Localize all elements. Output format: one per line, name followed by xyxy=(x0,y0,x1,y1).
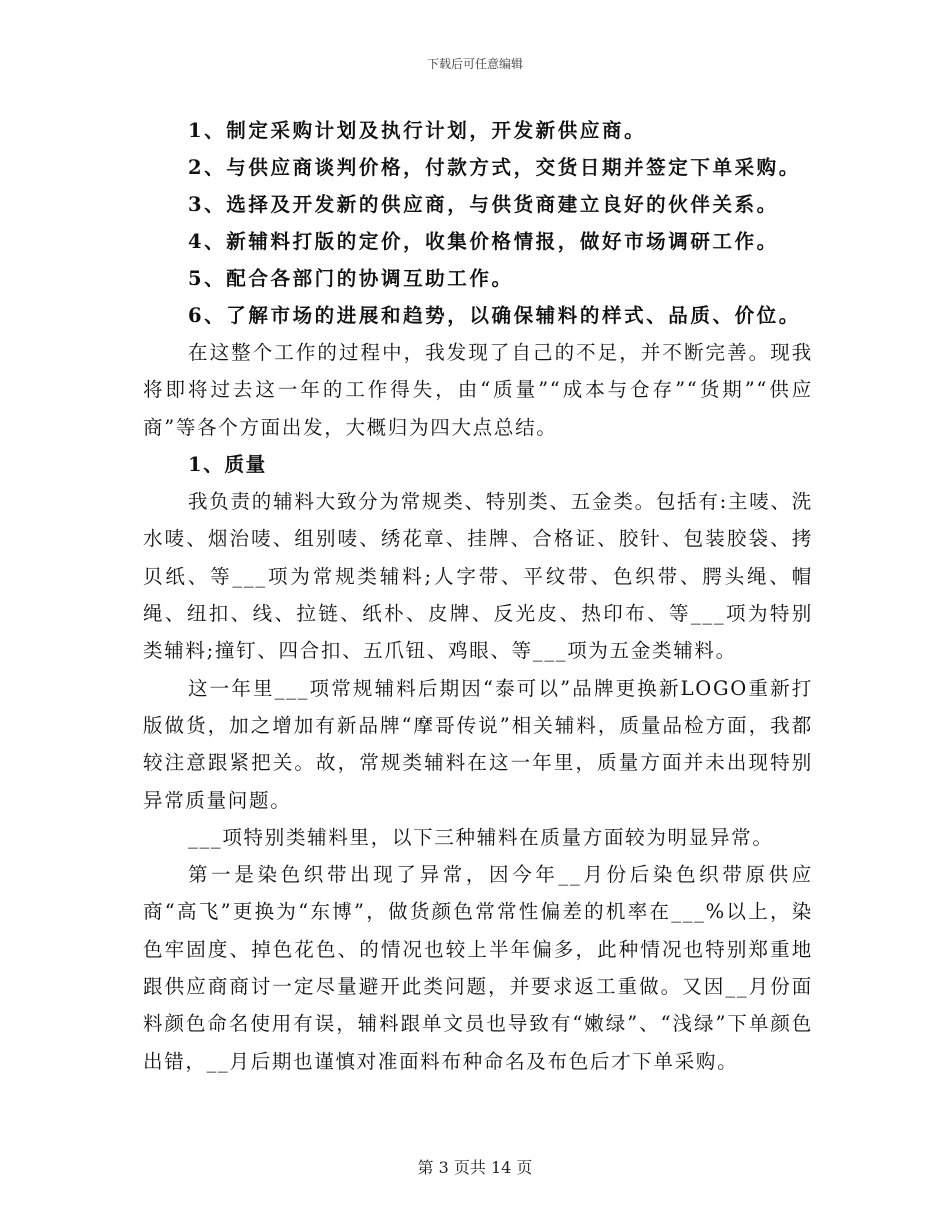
list-item: 1、制定采购计划及执行计划，开发新供应商。 xyxy=(188,119,647,142)
page-header: 下载后可任意编辑 xyxy=(426,57,523,71)
paragraph: ___项特别类辅料里，以下三种辅料在质量方面较为明显异常。 xyxy=(188,825,774,849)
section-heading: 1、质量 xyxy=(188,452,267,476)
list-item: 6、了解市场的进展和趋势，以确保辅料的样式、品质、价位。 xyxy=(188,304,801,327)
paragraph: 第一是染色织带出现了异常，因今年__月份后染色织带原供应商“高飞”更换为“东博”，做货颜色常常性偏差的机率在___%以上，染色牢固度、掉色花色、的情况也较上半年偏多，此种情况也特别郑重地跟供应商商讨一定尽量避开此类问题，并要求返工重做。又因__月份面料颜色命名使用有误，辅料跟单文员也导致有“嫩绿”、“浅绿”下单颜色出错，__月后期也谨慎对准面料布种命名及布色后才下单采购。 xyxy=(143,863,813,1073)
paragraph: 这一年里___项常规辅料后期因“泰可以”品牌更换新LOGO重新打版做货，加之增加有新品牌“摩哥传说”相关辅料，质量品检方面，我都较注意跟紧把关。故，常规类辅料在这一年里，质量方面并未出现特别异常质量问题。 xyxy=(143,676,813,812)
list-item: 5、配合各部门的协调互助工作。 xyxy=(188,267,514,290)
list-item: 3、选择及开发新的供应商，与供货商建立良好的伙伴关系。 xyxy=(188,193,779,216)
paragraph: 我负责的辅料大致分为常规类、特别类、五金类。包括有:主唛、洗水唛、烟治唛、组别唛、绣花章、挂牌、合格证、胶针、包装胶袋、拷贝纸、等___项为常规类辅料;人字带、平纹带、色织带、腭头绳、帽绳、纽扣、线、拉链、纸朴、皮牌、反光皮、热印布、等___项为特别类辅料;撞钉、四合扣、五爪钮、鸡眼、等___项为五金类辅料。 xyxy=(143,490,813,663)
list-item: 2、与供应商谈判价格，付款方式，交货日期并签定下单采购。 xyxy=(188,156,801,179)
list-item: 4、新辅料打版的定价，收集价格情报，做好市场调研工作。 xyxy=(188,230,779,253)
duty-list xyxy=(188,112,848,334)
body-text xyxy=(143,334,813,1080)
intro-paragraph: 在这整个工作的过程中，我发现了自己的不足，并不断完善。现我将即将过去这一年的工作得失，由“质量”“成本与仓存”“货期”“供应商”等各个方面出发，大概归为四大点总结。 xyxy=(143,341,813,439)
page-footer: 第 3 页共 14 页 xyxy=(417,1158,533,1177)
